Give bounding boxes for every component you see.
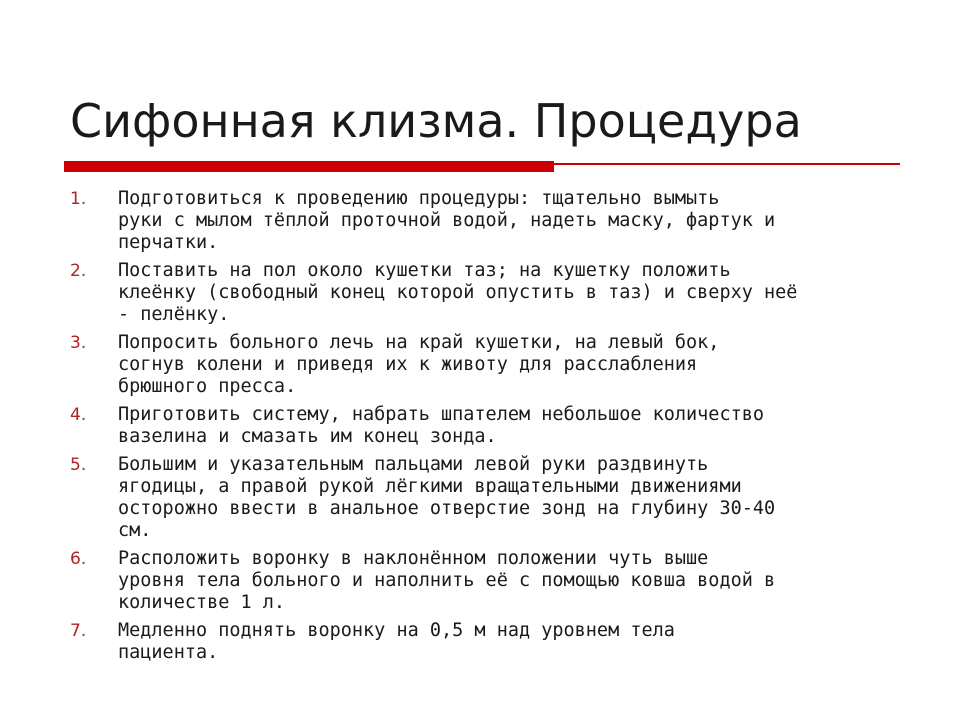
list-item [70, 404, 900, 448]
step-number: 6. [70, 549, 87, 569]
procedure-steps-list [70, 188, 900, 670]
title-underline-thin [554, 163, 900, 165]
step-number: 2. [70, 261, 87, 281]
step-text: Подготовиться к проведению процедуры: тщательно вымыть руки с мылом тёплой проточной водой, надеть маску, фартук и перчатки. [118, 188, 776, 253]
step-number: 3. [70, 333, 87, 353]
title-underline-thick [64, 161, 554, 172]
step-number: 4. [70, 405, 87, 425]
step-text: Большим и указательным пальцами левой руки раздвинуть ягодицы, а правой рукой лёгкими вращательными движениями осторожно ввести в анальное отверстие зонд на глубину 30-40 см. [118, 454, 776, 541]
list-item [70, 260, 900, 326]
list-item [70, 548, 900, 614]
step-text: Попросить больного лечь на край кушетки, на левый бок, согнув колени и приведя их к животу для расслабления брюшного пресса. [118, 332, 720, 397]
step-number: 7. [70, 621, 87, 641]
list-item [70, 620, 900, 664]
list-item [70, 454, 900, 542]
step-text: Расположить воронку в наклонённом положении чуть выше уровня тела больного и наполнить её с помощью ковша водой в количестве 1 л. [118, 548, 776, 613]
list-item [70, 188, 900, 254]
step-number: 5. [70, 455, 87, 475]
step-text: Медленно поднять воронку на 0,5 м над уровнем тела пациента. [118, 620, 675, 663]
list-item [70, 332, 900, 398]
step-text: Приготовить систему, набрать шпателем небольшое количество вазелина и смазать им конец зонда. [118, 404, 765, 447]
step-text: Поставить на пол около кушетки таз; на кушетку положить клеёнку (свободный конец которой опустить в таз) и сверху неё - пелёнку. [118, 260, 798, 325]
slide-title: Сифонная клизма. Процедура [70, 94, 802, 148]
step-number: 1. [70, 189, 87, 209]
